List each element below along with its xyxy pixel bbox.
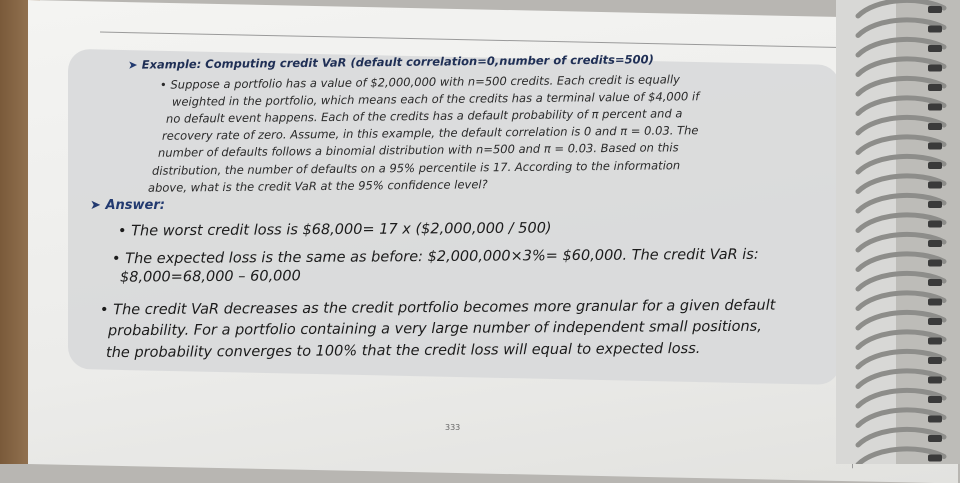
example-line-1: • Suppose a portfolio has a value of $2,000,000 with n=500 credits. Each credit is equally: [159, 72, 681, 92]
binding-hole: [928, 240, 942, 247]
answer-bullet-3-cont-1: probability. For a portfolio containing a very large number of independent small positions,: [107, 318, 762, 340]
binding-hole: [928, 455, 942, 462]
binding-hole: [928, 299, 942, 306]
binding-hole: [928, 416, 942, 423]
binding-hole: [928, 318, 942, 325]
example-line-2: weighted in the portfolio, which means each of the credits has a terminal value of $4,000 if: [171, 89, 700, 109]
example-line-6: distribution, the number of defaults on a 95% percentile is 17. According to the information: [151, 158, 681, 178]
binding-hole: [928, 45, 942, 52]
example-line-4: recovery rate of zero. Assume, in this example, the default correlation is 0 and π = 0.03. The: [161, 123, 699, 143]
example-line-5: number of defaults follows a binomial distribution with n=500 and π = 0.03. Based on this: [157, 140, 679, 160]
binding-hole: [928, 162, 942, 169]
bullet-dot-icon: •: [99, 302, 109, 319]
binding-hole: [928, 65, 942, 72]
arrow-bullet-icon: ➤: [127, 57, 138, 72]
binding-hole: [928, 279, 942, 286]
bullet-dot-icon: •: [159, 77, 167, 92]
binding-hole: [928, 435, 942, 442]
binding-hole: [928, 143, 942, 150]
answer-bullet-2: • The expected loss is the same as before: $2,000,000×3%= $60,000. The credit VaR is:: [111, 246, 759, 268]
binding-hole: [928, 201, 942, 208]
binding-hole: [928, 396, 942, 403]
spiral-binding-icon: [836, 0, 960, 464]
arrow-bullet-icon: ➤: [90, 198, 101, 213]
example-title-row: [128, 52, 654, 72]
binding-hole: [928, 84, 942, 91]
bullet-dot-icon: •: [111, 251, 121, 268]
binding-hole: [928, 377, 942, 384]
example-line-3: no default event happens. Each of the credits has a default probability of π percent and a: [165, 106, 683, 126]
answer-heading-row: [90, 198, 165, 213]
bullet-dot-icon: •: [117, 223, 127, 240]
answer-bullet-3-cont-2: the probability converges to 100% that the credit loss will equal to expected loss.: [105, 340, 701, 362]
page-number: 333: [445, 423, 461, 432]
binding-hole: [928, 123, 942, 130]
answer-bullet-2-cont: $8,000=68,000 – 60,000: [119, 268, 301, 286]
binding-hole: [928, 104, 942, 111]
answer-bullet-3: • The credit VaR decreases as the credit portfolio becomes more granular for a given default: [99, 297, 776, 319]
answer-heading: Answer:: [105, 198, 165, 213]
binding-hole: [928, 260, 942, 267]
binding-hole: [928, 357, 942, 364]
answer-bullet-1: • The worst credit loss is $68,000= 17 x ($2,000,000 / 500): [117, 220, 552, 240]
binding-hole: [928, 338, 942, 345]
example-line-7: above, what is the credit VaR at the 95% confidence level?: [147, 177, 488, 195]
binding-hole: [928, 26, 942, 33]
binding-hole: [928, 6, 942, 13]
binding-hole: [928, 182, 942, 189]
binding-hole: [928, 221, 942, 228]
example-title: Example: Computing credit VaR (default correlation=0,number of credits=500): [141, 52, 654, 72]
